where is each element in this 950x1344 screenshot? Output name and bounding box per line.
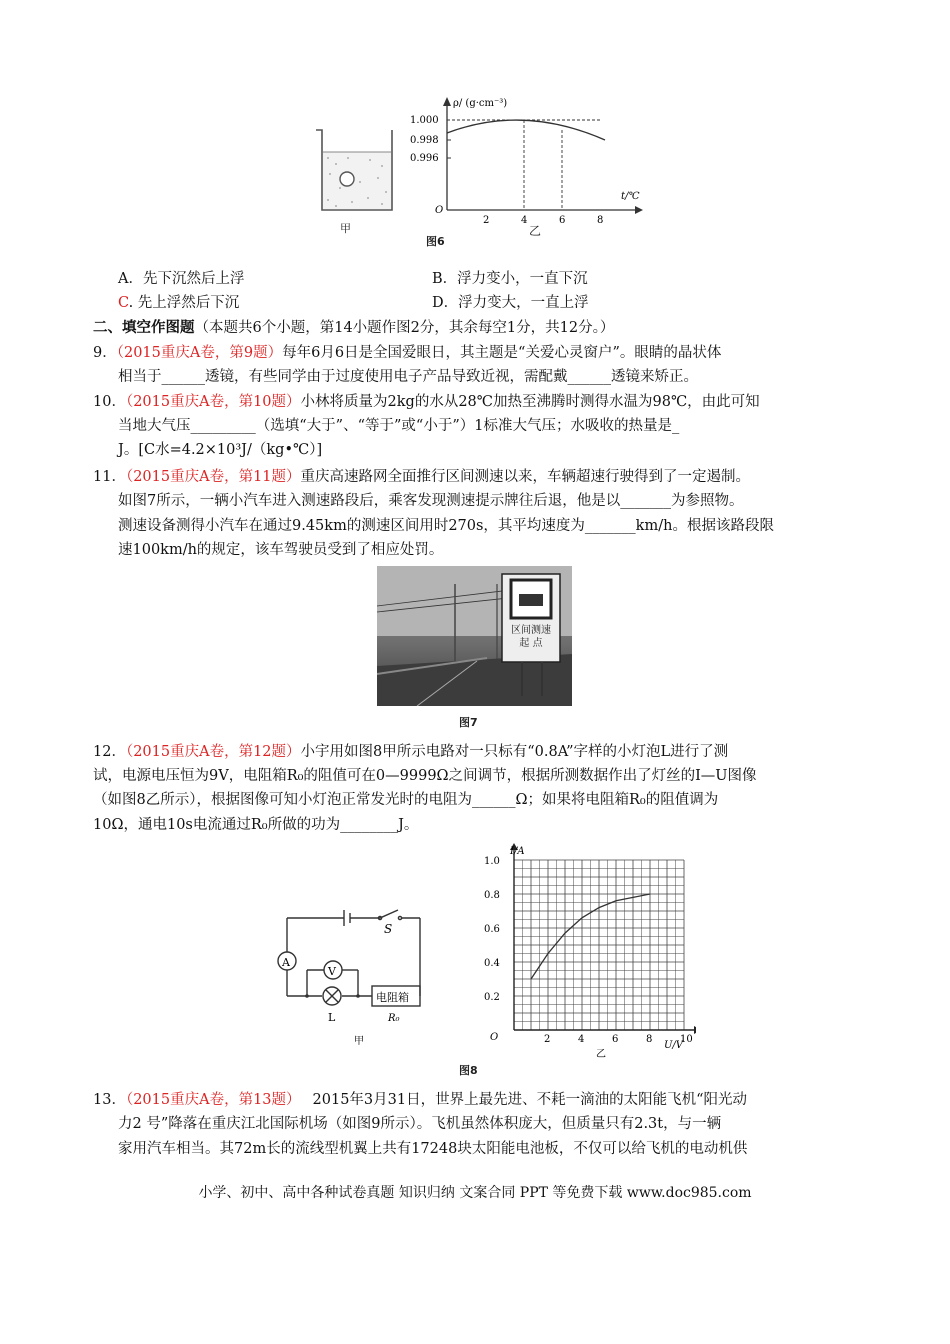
question-source: （2015重庆A卷，第10题） [125, 394, 301, 410]
figure-8-iu-chart [478, 842, 696, 1060]
question-source: （2015重庆A卷，第11题） [125, 469, 301, 485]
question-10 [93, 392, 760, 412]
question-11-line-2: 如图7所示，一辆小汽车进入测速路段后，乘客发现测速提示牌往后退，他是以_______为参照物。 [118, 493, 744, 509]
section-2-heading [93, 318, 614, 338]
figure-6-density-chart [405, 92, 645, 237]
option-d: D．浮力变大，一直上浮 [432, 295, 589, 311]
figure-6-left-label: 甲 [340, 222, 351, 235]
question-11-line-3: 测速设备测得小汽车在通过9.45km的测速区间用时270s，其平均速度为_______km/h。根据该路段限 [118, 518, 774, 534]
x-tick-label: 4 [521, 215, 528, 226]
x-axis-label: U/V [664, 1040, 684, 1051]
question-13-line-3: 家用汽车相当。其72m长的流线型机翼上共有17248块太阳能电池板，不仅可以给飞机的电动机供 [118, 1141, 748, 1157]
x-tick-label: 8 [597, 215, 604, 226]
y-tick-label: 0.4 [484, 958, 500, 969]
question-9-line-2: 相当于______透镜，有些同学由于过度使用电子产品导致近视，需配戴______透镜来矫正。 [118, 369, 698, 385]
figure-6-right-label: 乙 [529, 224, 542, 238]
y-tick-label: 0.2 [484, 992, 500, 1003]
y-tick-label: 0.996 [410, 153, 439, 164]
y-tick-label: 0.8 [484, 890, 500, 901]
question-text: 每年6月6日是全国爱眼日，其主题是“关爱心灵窗户”。眼睛的晶状体 [282, 345, 722, 361]
question-number: 13． [93, 1092, 126, 1108]
question-10-line-3: J。[C水=4.2×10³J/（kg•℃）] [118, 442, 323, 458]
x-tick-label: 8 [646, 1034, 653, 1045]
option-b: B．浮力变小，一直下沉 [432, 271, 588, 287]
question-source: （2015重庆A卷，第12题） [125, 744, 301, 760]
x-tick-label: 2 [544, 1034, 551, 1045]
y-axis-label: ρ/ (g·cm⁻³) [453, 98, 508, 109]
question-13-line-2: 力2 号”降落在重庆江北国际机场（如图9所示）。飞机虽然体积庞大，但质量只有2.3t，与一辆 [118, 1116, 722, 1132]
x-tick-label: 2 [483, 215, 490, 226]
y-axis-label: I/A [510, 846, 525, 857]
figure-8-caption: 图8 [459, 1064, 478, 1077]
y-tick-label: 0.6 [484, 924, 500, 935]
sign-line-1: 区间测速 [511, 625, 551, 636]
iu-grid [514, 860, 684, 1030]
question-number: 10． [93, 394, 126, 410]
resistor-box-sub: R₀ [388, 1013, 400, 1024]
figure-7-photo [377, 566, 572, 706]
option-a: A．先下沉然后上浮 [118, 271, 245, 287]
sign-text [502, 624, 560, 650]
sign-line-2: 起 点 [519, 638, 543, 649]
figure-6-beaker [300, 122, 400, 232]
page-footer: 小学、初中、高中各种试卷真题 知识归纳 文案合同 PPT 等免费下载 www.doc985.com [198, 1185, 752, 1201]
section-title: 二、填空作图题 [93, 319, 195, 336]
question-12-line-2: 试，电源电压恒为9V，电阻箱R₀的阻值可在0—9999Ω之间调节，根据所测数据作出了灯丝的I—U图像 [93, 768, 757, 784]
figure-6-caption: 图6 [426, 235, 445, 248]
figure-8-circuit [262, 900, 437, 1048]
question-11 [93, 467, 750, 487]
x-axis-label: t/℃ [621, 191, 640, 202]
ammeter-label: A [282, 956, 290, 969]
x-tick-label: 6 [612, 1034, 619, 1045]
resistor-box-label: 电阻箱 [376, 991, 409, 1004]
option-c-letter: C [118, 295, 129, 311]
question-source: （2015重庆A卷，第13题） [125, 1092, 301, 1108]
question-number: 9． [93, 345, 117, 361]
y-tick-label: 0.998 [410, 135, 439, 146]
question-text: 重庆高速路网全面推行区间测速以来，车辆超速行驶得到了一定遏制。 [300, 469, 751, 485]
switch-label: S [384, 922, 393, 936]
option-c [118, 293, 239, 313]
voltmeter-label: V [328, 965, 336, 978]
origin-label: O [435, 205, 444, 216]
x-tick-label: 10 [680, 1034, 693, 1045]
origin-label: O [490, 1032, 499, 1043]
question-11-line-4: 速100km/h的规定，该车驾驶员受到了相应处罚。 [118, 542, 444, 558]
question-12-line-4: 10Ω，通电10s电流通过R₀所做的功为________J。 [93, 817, 419, 833]
figure-7-caption: 图7 [459, 716, 478, 729]
figure-8-left-label: 甲 [354, 1036, 364, 1047]
x-axis-arrow [694, 1026, 696, 1034]
x-tick-label: 6 [559, 215, 566, 226]
question-12-line-3: （如图8乙所示），根据图像可知小灯泡正常发光时的电阻为______Ω；如果将电阻箱R₀的阻值调为 [93, 792, 719, 808]
question-12 [93, 742, 728, 762]
y-tick-label: 1.000 [410, 115, 439, 126]
right-label: 乙 [596, 1049, 606, 1060]
x-tick-label: 4 [578, 1034, 585, 1045]
question-text: 小宇用如图8甲所示电路对一只标有“0.8A”字样的小灯泡L进行了测 [300, 744, 729, 760]
question-9 [93, 343, 721, 363]
question-source: （2015重庆A卷，第9题） [116, 345, 283, 361]
y-tick-label: 1.0 [484, 856, 500, 867]
question-13 [93, 1090, 747, 1110]
question-10-line-2: 当地大气压_________（选填“大于”、“等于”或“小于”）1标准大气压；水吸收的热量是_ [118, 418, 680, 434]
question-number: 11． [93, 469, 126, 485]
question-number: 12． [93, 744, 126, 760]
question-text: 小林将质量为2kg的水从28℃加热至沸腾时测得水温为98℃，由此可知 [300, 394, 760, 410]
question-text: 2015年3月31日，世界上最先进、不耗一滴油的太阳能飞机“阳光动 [312, 1092, 748, 1108]
lamp-label: L [328, 1011, 336, 1024]
option-c-text: . 先上浮然后下沉 [128, 295, 240, 311]
section-note: （本题共6个小题，第14小题作图2分，其余每空1分，共12分。） [194, 320, 615, 336]
